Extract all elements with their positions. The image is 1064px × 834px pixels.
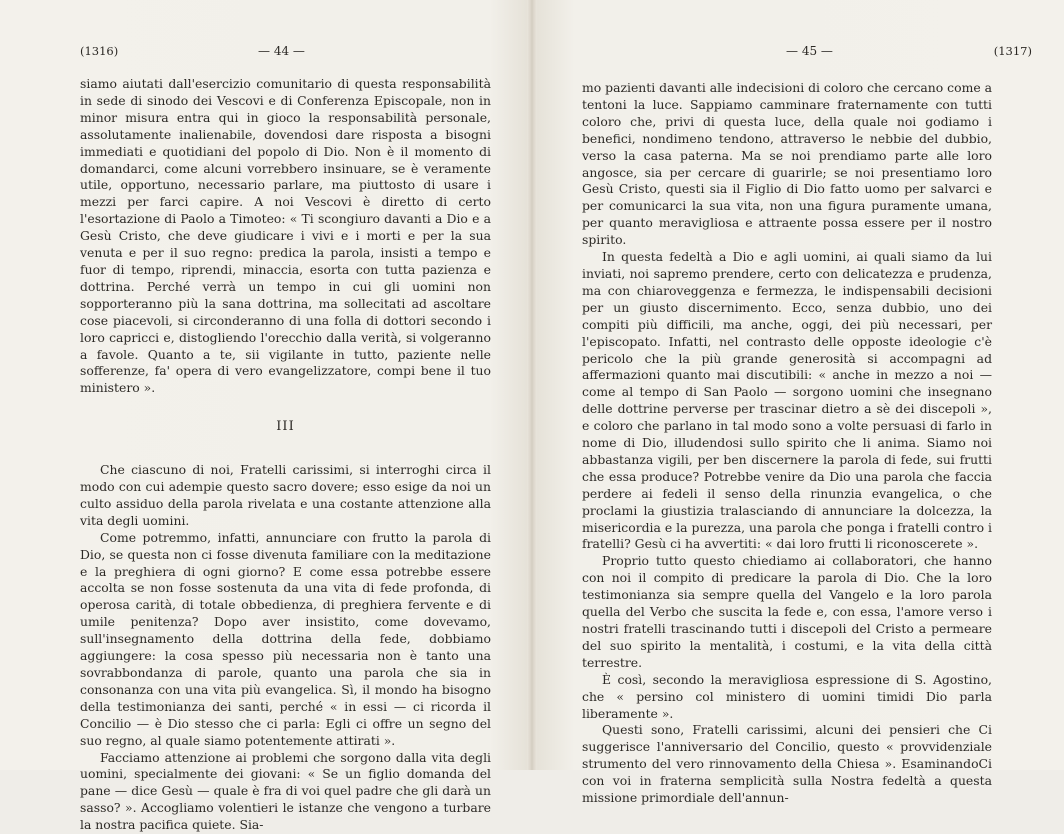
paragraph: Come potremmo, infatti, annunciare con frutto la parola di Dio, se questa non ci fosse divenuta familiare con la meditazione e la preghiera di ogni giorno? E come essa potrebbe essere accolta se non fosse sostenuta da una vita di fede profonda, di operosa carità, di totale obbedienza, di preghiera fervente e di umile penitenza? Dopo aver insistito, come dovevamo, sull'insegnamento della dottrina della fede, dobbiamo aggiungere: la cosa spesso più necessaria non è tanto una sovrabbondanza di parole, quanto una parola che sia in consonanza con una vita più evangelica. Sì, il mondo ha bisogno della testimonianza dei santi, perché « in essi — ci ricorda il Concilio — è Dio stesso che ci parla: Egli ci offre un segno del suo regno, al quale siamo potentemente attirati ».	[80, 529, 491, 748]
book-gutter	[527, 0, 537, 770]
paragraph: In questa fedeltà a Dio e agli uomini, ai quali siamo da lui inviati, noi sapremo prendere, certo con delicatezza e prudenza, ma con chiaroveggenza e fermezza, le indispensabili decisioni per un giusto discernimento. Ecco, senza dubbio, uno dei compiti più difficili, ma anche, oggi, dei più necessari, per l'episcopato. Infatti, nel contrasto delle opposte ideologie c'è pericolo che la più grande generosità si accompagni ad affermazioni quanto mai discutibili: « anche in mezzo a noi — come al tempo di San Paolo — sorgono uomini che insegnano delle dottrine perverse per trascinar dietro a sè dei discepoli », e coloro che parlano in tal modo sono a volte persuasi di farlo in nome di Dio, illudendosi sullo spirito che li anima. Siamo noi abbastanza vigili, per ben discernere la parola di fede, sui frutti che essa produce? Potrebbe venire da Dio una parola che faccia perdere ai fedeli il senso della rinunzia evangelica, o che proclami la giustizia tralasciando di annunciare la dolcezza, la misericordia e la purezza, una parola che ponga i fratelli contro i fratelli? Gesù ci ha avvertiti: « dai loro frutti li riconoscerete ».	[582, 249, 992, 552]
right-folio: (1317)	[993, 44, 1032, 58]
right-page-number: — 45 —	[786, 44, 833, 58]
left-page-text	[80, 76, 491, 834]
paragraph: Che ciascuno di noi, Fratelli carissimi, si interroghi circa il modo con cui adempie questo sacro dovere; esso esige da noi un culto assiduo della parola rivelata e una costante attenzione alla vita degli uomini.	[80, 462, 491, 528]
left-folio: (1316)	[80, 44, 119, 58]
left-page-header	[0, 44, 532, 60]
paragraph: mo pazienti davanti alle indecisioni di coloro che cercano come a tentoni la luce. Sappiamo camminare fraternamente con tutti coloro che, privi di questa luce, della quale noi godiamo i benefici, nondimeno tendono, attraverso le nebbie del dubbio, verso la casa paterna. Ma se noi prendiamo parte alle loro angosce, sia per cercare di guarirle; se noi presentiamo loro Gesù Cristo, questi sia il Figlio di Dio fatto uomo per salvarci e per comunicarci la sua vita, non una figura puramente umana, per quanto meravigliosa e attraente possa essere per il nostro spirito.	[582, 80, 992, 248]
paragraph: Proprio tutto questo chiediamo ai collaboratori, che hanno con noi il compito di predicare la parola di Dio. Che la loro testimonianza sia sempre quella del Vangelo e la loro parola quella del Verbo che suscita la fede e, con essa, l'amore verso i nostri fratelli trascinando tutti i discepoli del Cristo a permeare del suo spirito la mentalità, i costumi, e la vita della città terrestre.	[582, 553, 992, 670]
paragraph: Questi sono, Fratelli carissimi, alcuni dei pensieri che Ci suggerisce l'anniversario del Concilio, questo « provvidenziale strumento del vero rinnovamento della Chiesa ». EsaminandoCi con voi in fraterna semplicità sulla Nostra fedeltà a questa missione primordiale dell'annun-	[582, 722, 992, 806]
paragraph: Facciamo attenzione ai problemi che sorgono dalla vita degli uomini, specialmente dei giovani: « Se un figlio domanda del pane — dice Gesù — quale è fra di voi quel padre che gli darà un sasso? ». Accogliamo volentieri le istanze che vengono a turbare la nostra pacifica quiete. Sia-	[80, 749, 491, 833]
right-page-header	[532, 44, 1064, 60]
paragraph: siamo aiutati dall'esercizio comunitario di questa responsabilità in sede di sinodo dei Vescovi e di Conferenza Episcopale, non in minor misura entra qui in gioco la responsabilità personale, assolutamente inalienabile, dovendosi dare risposta a bisogni immediati e quotidiani del popolo di Dio. Non è il momento di domandarci, come alcuni vorrebbero insinuare, se è veramente utile, opportuno, necessario parlare, ma piuttosto di usare i mezzi per farci capire. A noi Vescovi è diretto di certo l'esortazione di Paolo a Timoteo: « Ti scongiuro davanti a Dio e a Gesù Cristo, che deve giudicare i vivi e i morti e per la sua venuta e per il suo regno: predica la parola, insisti a tempo e fuor di tempo, riprendi, minaccia, esorta con tutta pazienza e dottrina. Perché verrà un tempo in cui gli uomini non sopporteranno più la sana dottrina, ma sollecitati ad ascoltare cose piacevoli, si circonderanno di una folla di dottori secondo i loro capricci e, distogliendo l'orecchio dalla verità, si volgeranno a favole. Quanto a te, sii vigilante in tutto, paziente nelle sofferenze, fa' opera di vero evangelizzatore, compi bene il tuo ministero ».	[80, 76, 491, 396]
right-page-text	[582, 80, 992, 807]
left-page-number: — 44 —	[258, 44, 305, 58]
paragraph: È così, secondo la meravigliosa espressione di S. Agostino, che « persino col ministero di uomini timidi Dio parla liberamente ».	[582, 671, 992, 721]
section-title: III	[276, 419, 295, 435]
left-page	[0, 0, 532, 833]
